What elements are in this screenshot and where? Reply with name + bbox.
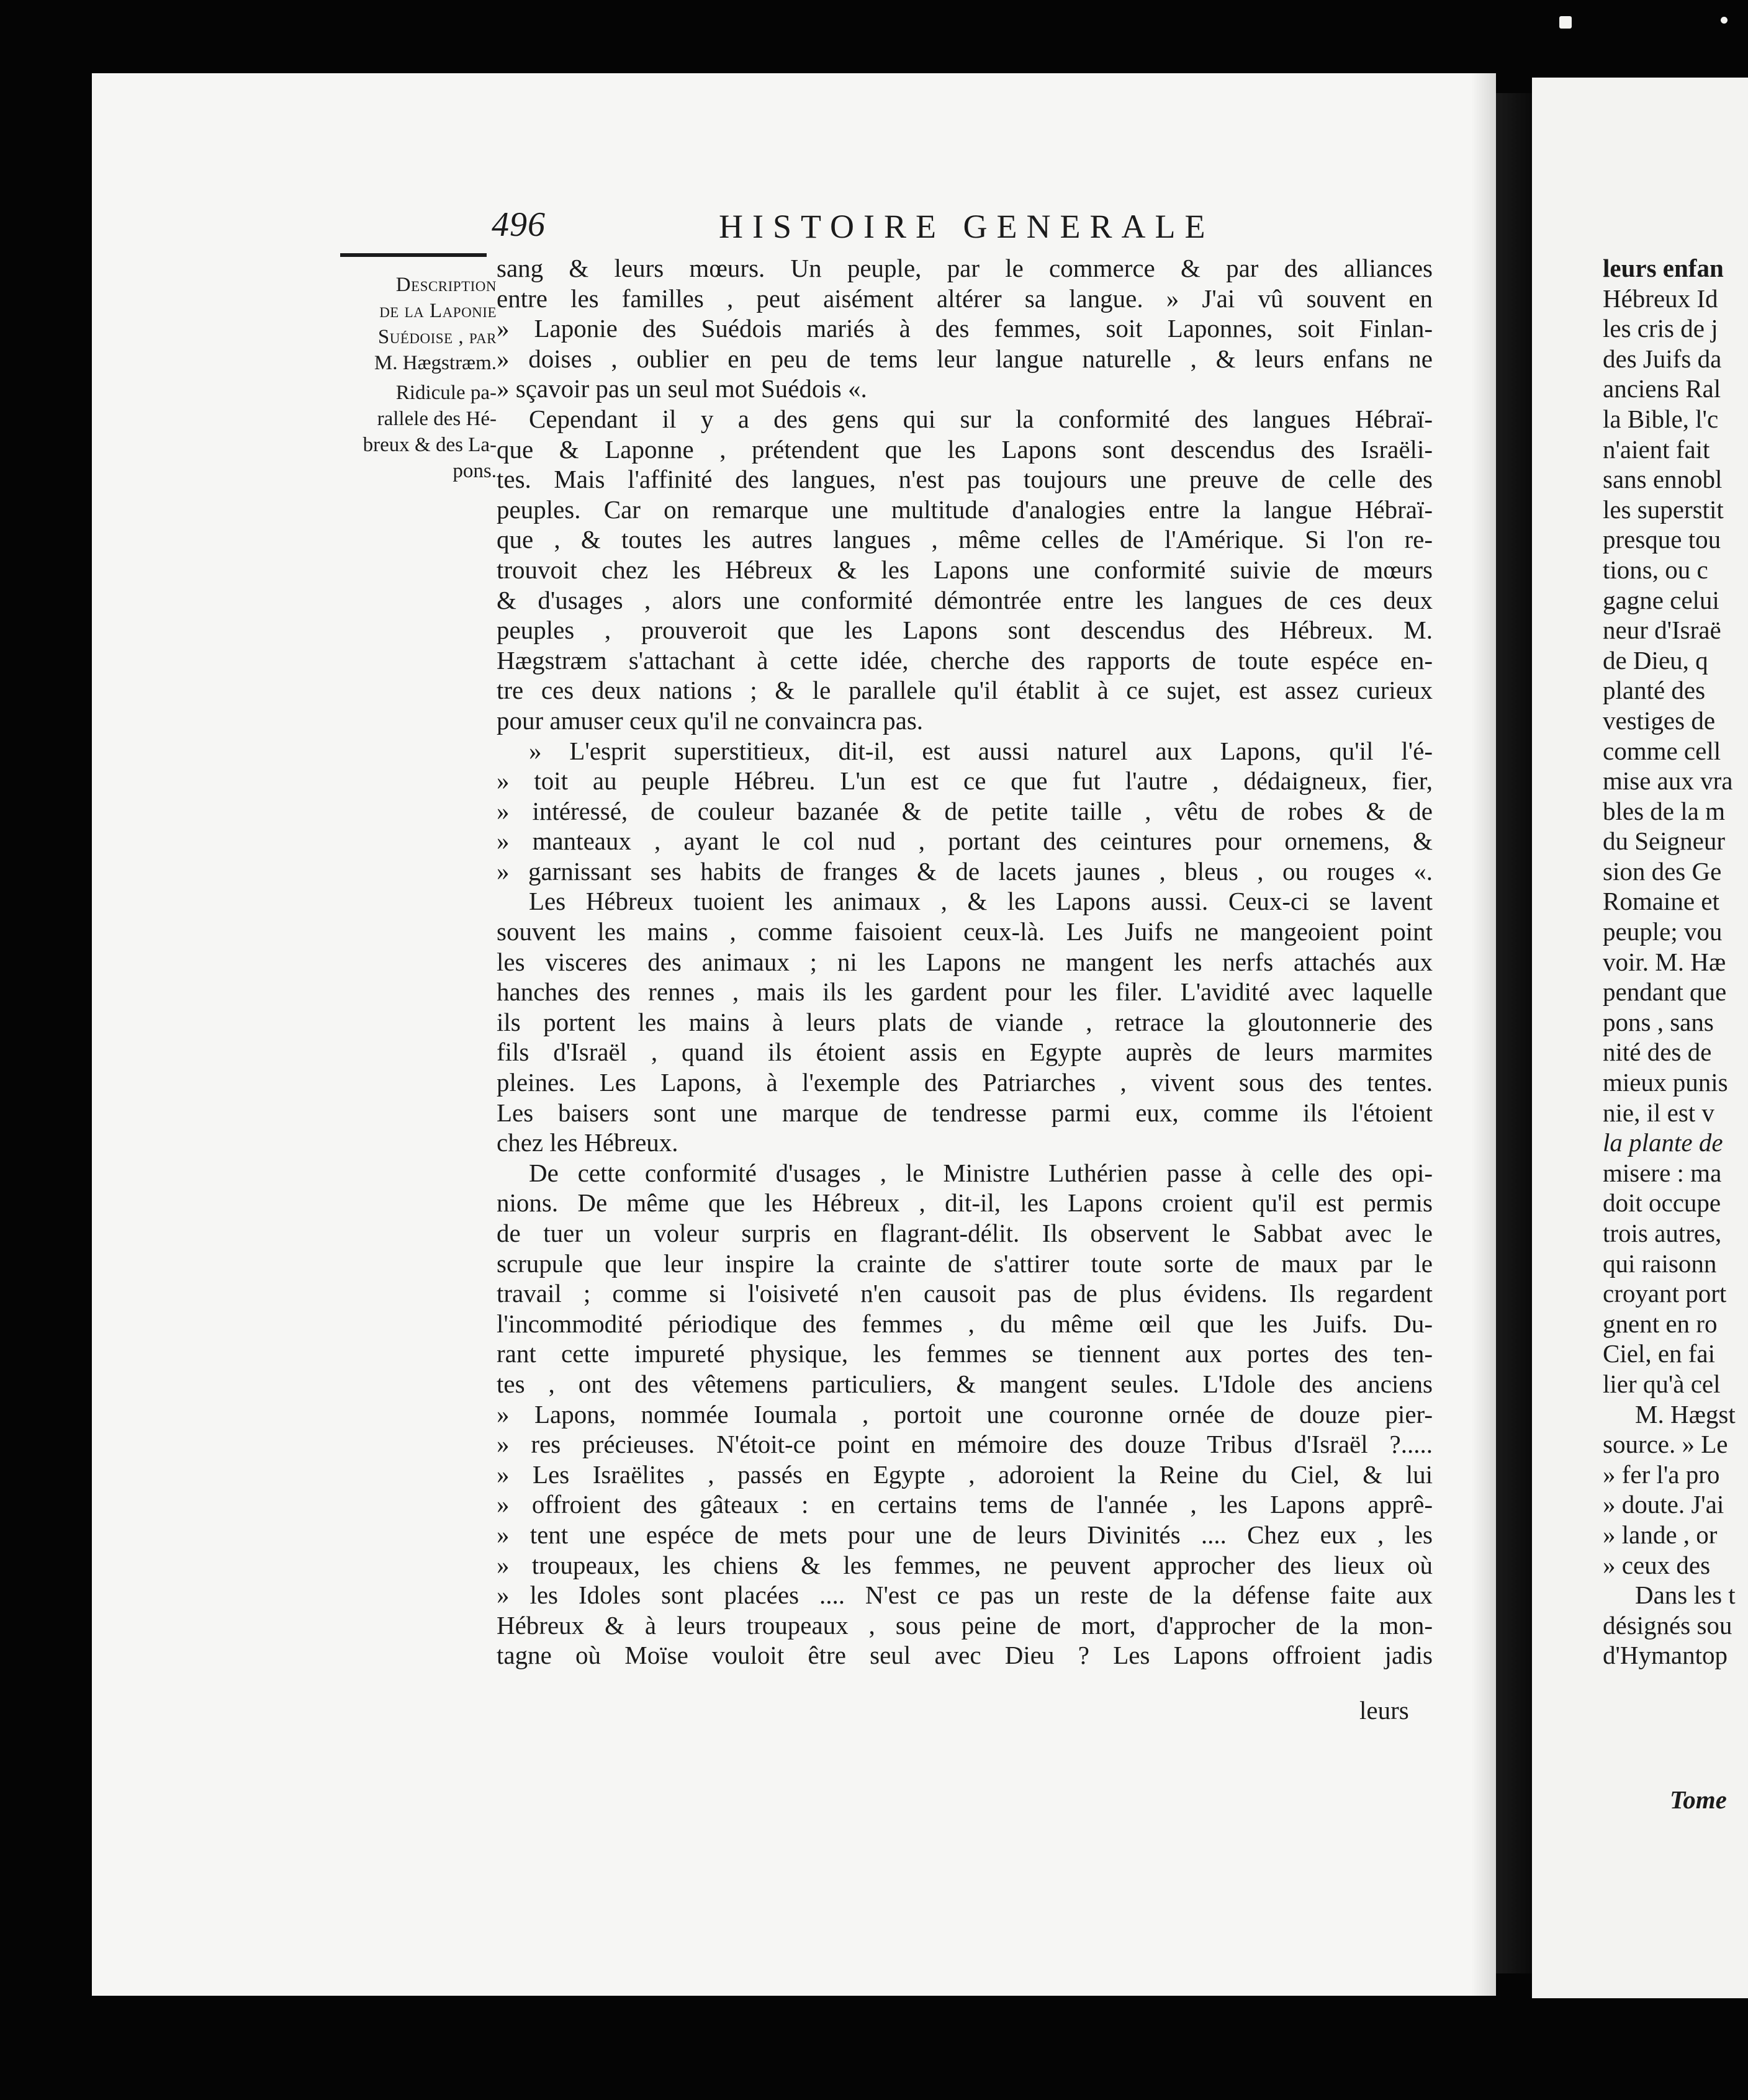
text-line: peuples. Car on remarque une multitude d'analogies entre la langue Hébraï-: [497, 495, 1433, 524]
right-text-line: du Seigneur: [1603, 827, 1725, 856]
right-text-line: des Juifs da: [1603, 344, 1722, 373]
margin-rule: [340, 253, 487, 257]
text-line: chez les Hébreux.: [497, 1128, 678, 1157]
text-line: fils d'Israël , quand ils étoient assis en Egypte auprès de leurs marmites: [497, 1038, 1433, 1067]
right-text-line: les cris de j: [1603, 314, 1718, 343]
right-text-line: nité des de: [1603, 1038, 1712, 1067]
right-text-line: gagne celui: [1603, 585, 1719, 614]
text-line: souvent les mains , comme faisoient ceux-là. Les Juifs ne mangeoient point: [497, 917, 1433, 946]
text-line: que & Laponne , prétendent que les Lapons sont descendus des Israëli-: [497, 434, 1433, 464]
margin-note-line: breux & des La-: [363, 434, 497, 456]
margin-note-line: Description: [395, 274, 497, 296]
right-text-line: » fer l'a pro: [1603, 1460, 1720, 1489]
text-line: » offroient des gâteaux : en certains tems de l'année , les Lapons apprê-: [497, 1490, 1433, 1519]
text-line: de tuer un voleur surpris en flagrant-délit. Ils observent le Sabbat avec le: [497, 1219, 1433, 1247]
text-line: nions. De même que les Hébreux , dit-il, les Lapons croient qu'il est permis: [497, 1188, 1433, 1218]
right-text-line: croyant port: [1603, 1279, 1727, 1308]
book-gutter: [1496, 93, 1532, 1973]
right-text-line: gnent en ro: [1603, 1309, 1718, 1338]
text-line: » tent une espéce de mets pour une de leurs Divinités .... Chez eux , les: [497, 1520, 1433, 1549]
right-text-line: anciens Ral: [1603, 374, 1721, 403]
text-line: » garnissant ses habits de franges & de lacets jaunes , bleus , ou rouges «.: [497, 856, 1433, 886]
text-line: » doises , oublier en peu de tems leur langue naturelle , & leurs enfans ne: [497, 344, 1433, 373]
right-text-line: les superstit: [1603, 495, 1724, 524]
right-text-line: Romaine et: [1603, 887, 1719, 916]
right-text-line: la Bible, l'c: [1603, 404, 1719, 433]
right-text-line: comme cell: [1603, 736, 1721, 765]
text-line: que , & toutes les autres langues , même celles de l'Amérique. Si l'on re-: [497, 525, 1433, 554]
text-line: les visceres des animaux ; ni les Lapons ne mangent les nerfs attachés aux: [497, 947, 1433, 976]
right-text-line: M. Hægst: [1635, 1399, 1736, 1429]
right-text-line: » lande , or: [1603, 1520, 1718, 1549]
text-line: hanches des rennes , mais ils les gardent pour les filer. L'avidité avec laquelle: [497, 977, 1433, 1007]
text-line: Les Hébreux tuoient les animaux , & les Lapons aussi. Ceux-ci se lavent: [529, 887, 1433, 916]
right-text-line: Dans les t: [1635, 1581, 1736, 1610]
margin-note-line: M. Hægstræm.: [374, 352, 497, 374]
right-page-footer: Tome: [1670, 1785, 1727, 1814]
catchword: leurs: [1359, 1696, 1409, 1725]
text-line: » toit au peuple Hébreu. L'un est ce que fut l'autre , dédaigneux, fier,: [497, 766, 1433, 796]
right-page-text: [1603, 253, 1748, 1671]
text-line: sang & leurs mœurs. Un peuple, par le commerce & par des alliances: [497, 254, 1433, 282]
right-text-line: doit occupe: [1603, 1188, 1721, 1218]
text-line: » res précieuses. N'étoit-ce point en mémoire des douze Tribus d'Israël ?.....: [497, 1430, 1433, 1459]
text-line: » Laponie des Suédois mariés à des femmes, soit Laponnes, soit Finlan-: [497, 314, 1433, 343]
text-line: travail ; comme si l'oisiveté n'en causoit pas de plus évidens. Ils regardent: [497, 1279, 1433, 1308]
right-text-line: de Dieu, q: [1603, 645, 1708, 675]
text-line: tagne où Moïse vouloit être seul avec Dieu ? Les Lapons offroient jadis: [497, 1641, 1433, 1670]
right-text-line: mieux punis: [1603, 1068, 1728, 1097]
right-text-line: vestiges de: [1603, 706, 1716, 735]
text-line: l'incommodité périodique des femmes , du même œil que les Juifs. Du-: [497, 1309, 1433, 1338]
right-text-line: voir. M. Hæ: [1603, 947, 1726, 976]
text-line: trouvoit chez les Hébreux & les Lapons une conformité suivie de mœurs: [497, 555, 1433, 584]
right-text-line: lier qu'à cel: [1603, 1369, 1721, 1398]
right-text-line: qui raisonn: [1603, 1249, 1717, 1278]
text-line: Cependant il y a des gens qui sur la conformité des langues Hébraï-: [529, 404, 1433, 433]
text-line: ils portent les mains à leurs plats de viande , retrace la gloutonnerie des: [497, 1007, 1433, 1036]
right-text-line: la plante de: [1603, 1128, 1723, 1157]
text-line: rant cette impureté physique, les femmes se tiennent aux portes des ten-: [497, 1339, 1433, 1368]
text-line: De cette conformité d'usages , le Ministre Luthérien passe à celle des opi-: [529, 1158, 1433, 1187]
text-line: Hébreux & à leurs troupeaux , sous peine de mort, d'approcher de la mon-: [497, 1610, 1433, 1640]
margin-note-line: de la Laponie: [379, 300, 497, 322]
right-text-line: mise aux vra: [1603, 766, 1733, 796]
right-text-line: pendant que: [1603, 977, 1727, 1007]
text-line: Hægstræm s'attachant à cette idée, cherche des rapports de toute espéce en-: [497, 645, 1433, 675]
header-title: HISTOIRE GENERALE: [719, 208, 1215, 245]
text-line: » L'esprit superstitieux, dit-il, est aussi naturel aux Lapons, qu'il l'é-: [529, 736, 1433, 765]
right-text-line: pons , sans: [1603, 1007, 1714, 1036]
text-line: tes , ont des vêtemens particuliers, & mangent seules. L'Idole des anciens: [497, 1369, 1433, 1398]
body-text: [497, 253, 1433, 1671]
right-text-line: » doute. J'ai: [1603, 1490, 1724, 1519]
right-text-line: sans ennobl: [1603, 465, 1723, 494]
right-text-line: planté des: [1603, 676, 1706, 705]
text-line: » Les Israëlites , passés en Egypte , adoroient la Reine du Ciel, & lui: [497, 1460, 1433, 1489]
right-text-line: » ceux des: [1603, 1550, 1711, 1579]
text-line: » intéressé, de couleur bazanée & de petite taille , vêtu de robes & de: [497, 796, 1433, 825]
right-text-line: trois autres,: [1603, 1219, 1722, 1247]
right-text-line: désignés sou: [1603, 1610, 1732, 1640]
right-text-line: nie, il est v: [1603, 1098, 1714, 1127]
margin-note-line: Suédoise , par: [377, 326, 497, 348]
margin-note-line: Ridicule pa-: [395, 382, 497, 404]
running-head: [492, 205, 1299, 254]
scan-dot-mark: [1721, 17, 1728, 24]
right-text-line: leurs enfan: [1603, 254, 1724, 282]
right-text-line: Hébreux Id: [1603, 284, 1718, 313]
right-text-line: misere : ma: [1603, 1158, 1722, 1187]
page-number: 496: [492, 205, 546, 244]
text-line: Les baisers sont une marque de tendresse parmi eux, comme ils l'étoient: [497, 1098, 1433, 1127]
right-text-line: n'aient fait: [1603, 434, 1710, 464]
right-text-line: presque tou: [1603, 525, 1721, 554]
text-line: » Lapons, nommée Ioumala , portoit une couronne ornée de douze pier-: [497, 1399, 1433, 1429]
text-line: entre les familles , peut aisément altérer sa langue. » J'ai vû souvent en: [497, 284, 1433, 313]
text-line: scrupule que leur inspire la crainte de s'attirer toute sorte de maux par le: [497, 1249, 1433, 1278]
right-text-line: d'Hymantop: [1603, 1641, 1728, 1670]
margin-notes: [310, 272, 497, 484]
right-text-line: bles de la m: [1603, 796, 1725, 825]
text-line: pleines. Les Lapons, à l'exemple des Patriarches , vivent sous des tentes.: [497, 1068, 1433, 1097]
right-text-line: Ciel, en fai: [1603, 1339, 1716, 1368]
right-text-line: source. » Le: [1603, 1430, 1728, 1459]
scan-corner-mark: [1559, 16, 1572, 29]
text-line: pour amuser ceux qu'il ne convaincra pas.: [497, 706, 924, 735]
right-text-line: sion des Ge: [1603, 856, 1722, 886]
page-edge-shadow: [1471, 73, 1496, 1996]
text-line: » les Idoles sont placées .... N'est ce pas un reste de la défense faite aux: [497, 1581, 1433, 1610]
margin-note-line: rallele des Hé-: [377, 408, 497, 430]
text-line: & d'usages , alors une conformité démontrée entre les langues de ces deux: [497, 585, 1433, 614]
text-line: tes. Mais l'affinité des langues, n'est pas toujours une preuve de celle des: [497, 465, 1433, 494]
text-line: » troupeaux, les chiens & les femmes, ne peuvent approcher des lieux où: [497, 1550, 1433, 1579]
text-line: peuples , prouveroit que les Lapons sont descendus des Hébreux. M.: [497, 616, 1433, 645]
right-text-line: peuple; vou: [1603, 917, 1723, 946]
right-text-line: tions, ou c: [1603, 555, 1708, 584]
text-line: tre ces deux nations ; & le parallele qu'il établit à ce sujet, est assez curieux: [497, 676, 1433, 705]
text-line: » manteaux , ayant le col nud , portant des ceintures pour ornemens, &: [497, 827, 1433, 856]
text-line: » sçavoir pas un seul mot Suédois «.: [497, 374, 867, 403]
margin-note-line: pons.: [453, 460, 497, 482]
right-text-line: neur d'Israë: [1603, 616, 1721, 645]
